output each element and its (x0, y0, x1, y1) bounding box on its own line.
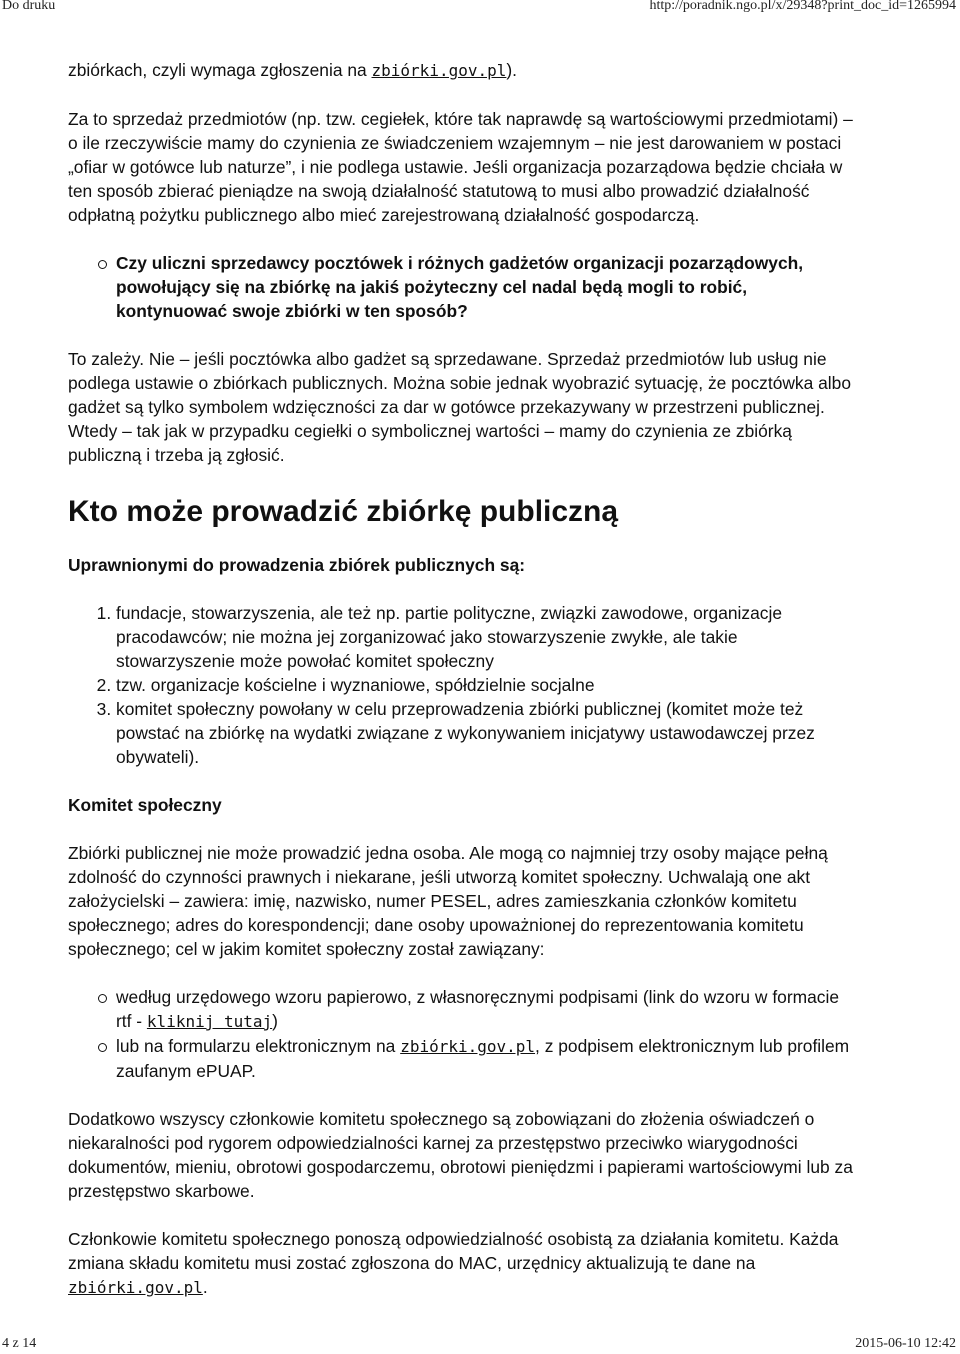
zbiorki-link[interactable]: zbiórki.gov.pl (400, 1037, 536, 1056)
question-item: Czy uliczni sprzedawcy pocztówek i różnych gadżetów organizacji pozarządowych, powołujący się na zbiórkę na jakiś pożyteczny cel nadal będą mogli to robić, kontynuować swoje zbiórki w ten sposób? (116, 251, 858, 323)
authorized-item: 2. tzw. organizacje kościelne i wyznaniowe, spółdzielnie socjalne (116, 673, 858, 697)
question-list (68, 251, 858, 323)
authorized-item: 1. fundacje, stowarzyszenia, ale też np. partie polityczne, związki zawodowe, organizacje pracodawców; nie można jej zorganizować jako stowarzyszenie zwykłe, ale takie stowarzyszenie może powołać komitet społeczny (116, 601, 858, 673)
print-header-url: http://poradnik.ngo.pl/x/29348?print_doc_id=1265994 (649, 0, 956, 13)
authorized-item: 3. komitet społeczny powołany w celu przeprowadzenia zbiórki publicznej (komitet może też powstać na zbiórkę na wydatki związane z wykonywaniem inicjatywy ustawodawczej przez obywateli). (116, 697, 858, 769)
zbiorki-link[interactable]: zbiórki.gov.pl (371, 61, 507, 80)
paragraph-intro: zbiórkach, czyli wymaga zgłoszenia na zbiórki.gov.pl). (68, 60, 517, 80)
option-electronic: lub na formularzu elektronicznym na zbiórki.gov.pl, z podpisem elektronicznym lub profilem zaufanym ePUAP. (116, 1034, 858, 1083)
subheading-committee: Komitet społeczny (68, 795, 222, 815)
option-paper: według urzędowego wzoru papierowo, z własnoręcznymi podpisami (link do wzoru w formacie rtf - kliknij tutaj) (116, 985, 858, 1034)
article-content (68, 58, 858, 1300)
section-heading: Kto może prowadzić zbiórkę publiczną (68, 495, 619, 528)
paragraph-responsibility: Członkowie komitetu społecznego ponoszą odpowiedzialność osobistą za działania komitetu. Każda zmiana składu komitetu musi zostać zgłoszona do MAC, urzędnicy aktualizują te dane na zbiórki.gov.pl. (68, 1229, 839, 1297)
authorized-list (68, 601, 858, 769)
paragraph-sales: Za to sprzedaż przedmiotów (np. tzw. cegiełek, które tak naprawdę są wartościowymi przedmiotami) – o ile rzeczywiście mamy do czynienia ze świadczeniem wzajemnym – nie jest darowaniem w postaci „ofiar w gotówce lub naturze”, i nie podlega ustawie. Jeśli organizacja pozarządowa będzie chciała w ten sposób zbierać pieniądze na swoją działalność statutową to musi albo prowadzić działalność odpłatną pożytku publicznego albo mieć zarejestrowaną działalność gospodarczą. (68, 109, 853, 225)
zbiorki-link[interactable]: zbiórki.gov.pl (68, 1278, 203, 1297)
founding-act-options (68, 985, 858, 1083)
print-header-left: Do druku (2, 0, 56, 13)
paragraph-statements: Dodatkowo wszyscy członkowie komitetu społecznego są zobowiązani do złożenia oświadczeń o niekaralności pod rygorem odpowiedzialności karnej za przestępstwo przeciwko wiarygodności dokumentów, mieniu, obrotowi gospodarczemu, obrotowi pieniędzmi i papierami wartościowymi lub za przestępstwo skarbowe. (68, 1109, 853, 1201)
subheading-authorized: Uprawnionymi do prowadzenia zbiórek publicznych są: (68, 555, 526, 575)
print-timestamp: 2015-06-10 12:42 (855, 1336, 956, 1351)
page-number: 4 z 14 (2, 1336, 37, 1351)
kliknij-tutaj-link[interactable]: kliknij tutaj (146, 1012, 273, 1031)
paragraph-committee: Zbiórki publicznej nie może prowadzić jedna osoba. Ale mogą co najmniej trzy osoby mające pełną zdolność do czynności prawnych i niekarane, jeśli utworzą komitet społeczny. Uchwalają one akt założycielski – zawiera: imię, nazwisko, numer PESEL, adres zamieszkania członków komitetu społecznego; adres do korespondencji; dane osoby upoważnionej do reprezentowania komitetu społecznego; cel w jakim komitet społeczny został zawiązany: (68, 843, 828, 959)
paragraph-answer: To zależy. Nie – jeśli pocztówka albo gadżet są sprzedawane. Sprzedaż przedmiotów lub usług nie podlega ustawie o zbiórkach publicznych. Można sobie jednak wyobrazić sytuację, że pocztówka albo gadżet są tylko symbolem wdzięczności za dar w gotówce przekazywany w przestrzeni publicznej. Wtedy – tak jak w przypadku cegiełki o symbolicznej wartości – mamy do czynienia ze zbiórką publiczną i trzeba ją zgłosić. (68, 349, 852, 465)
